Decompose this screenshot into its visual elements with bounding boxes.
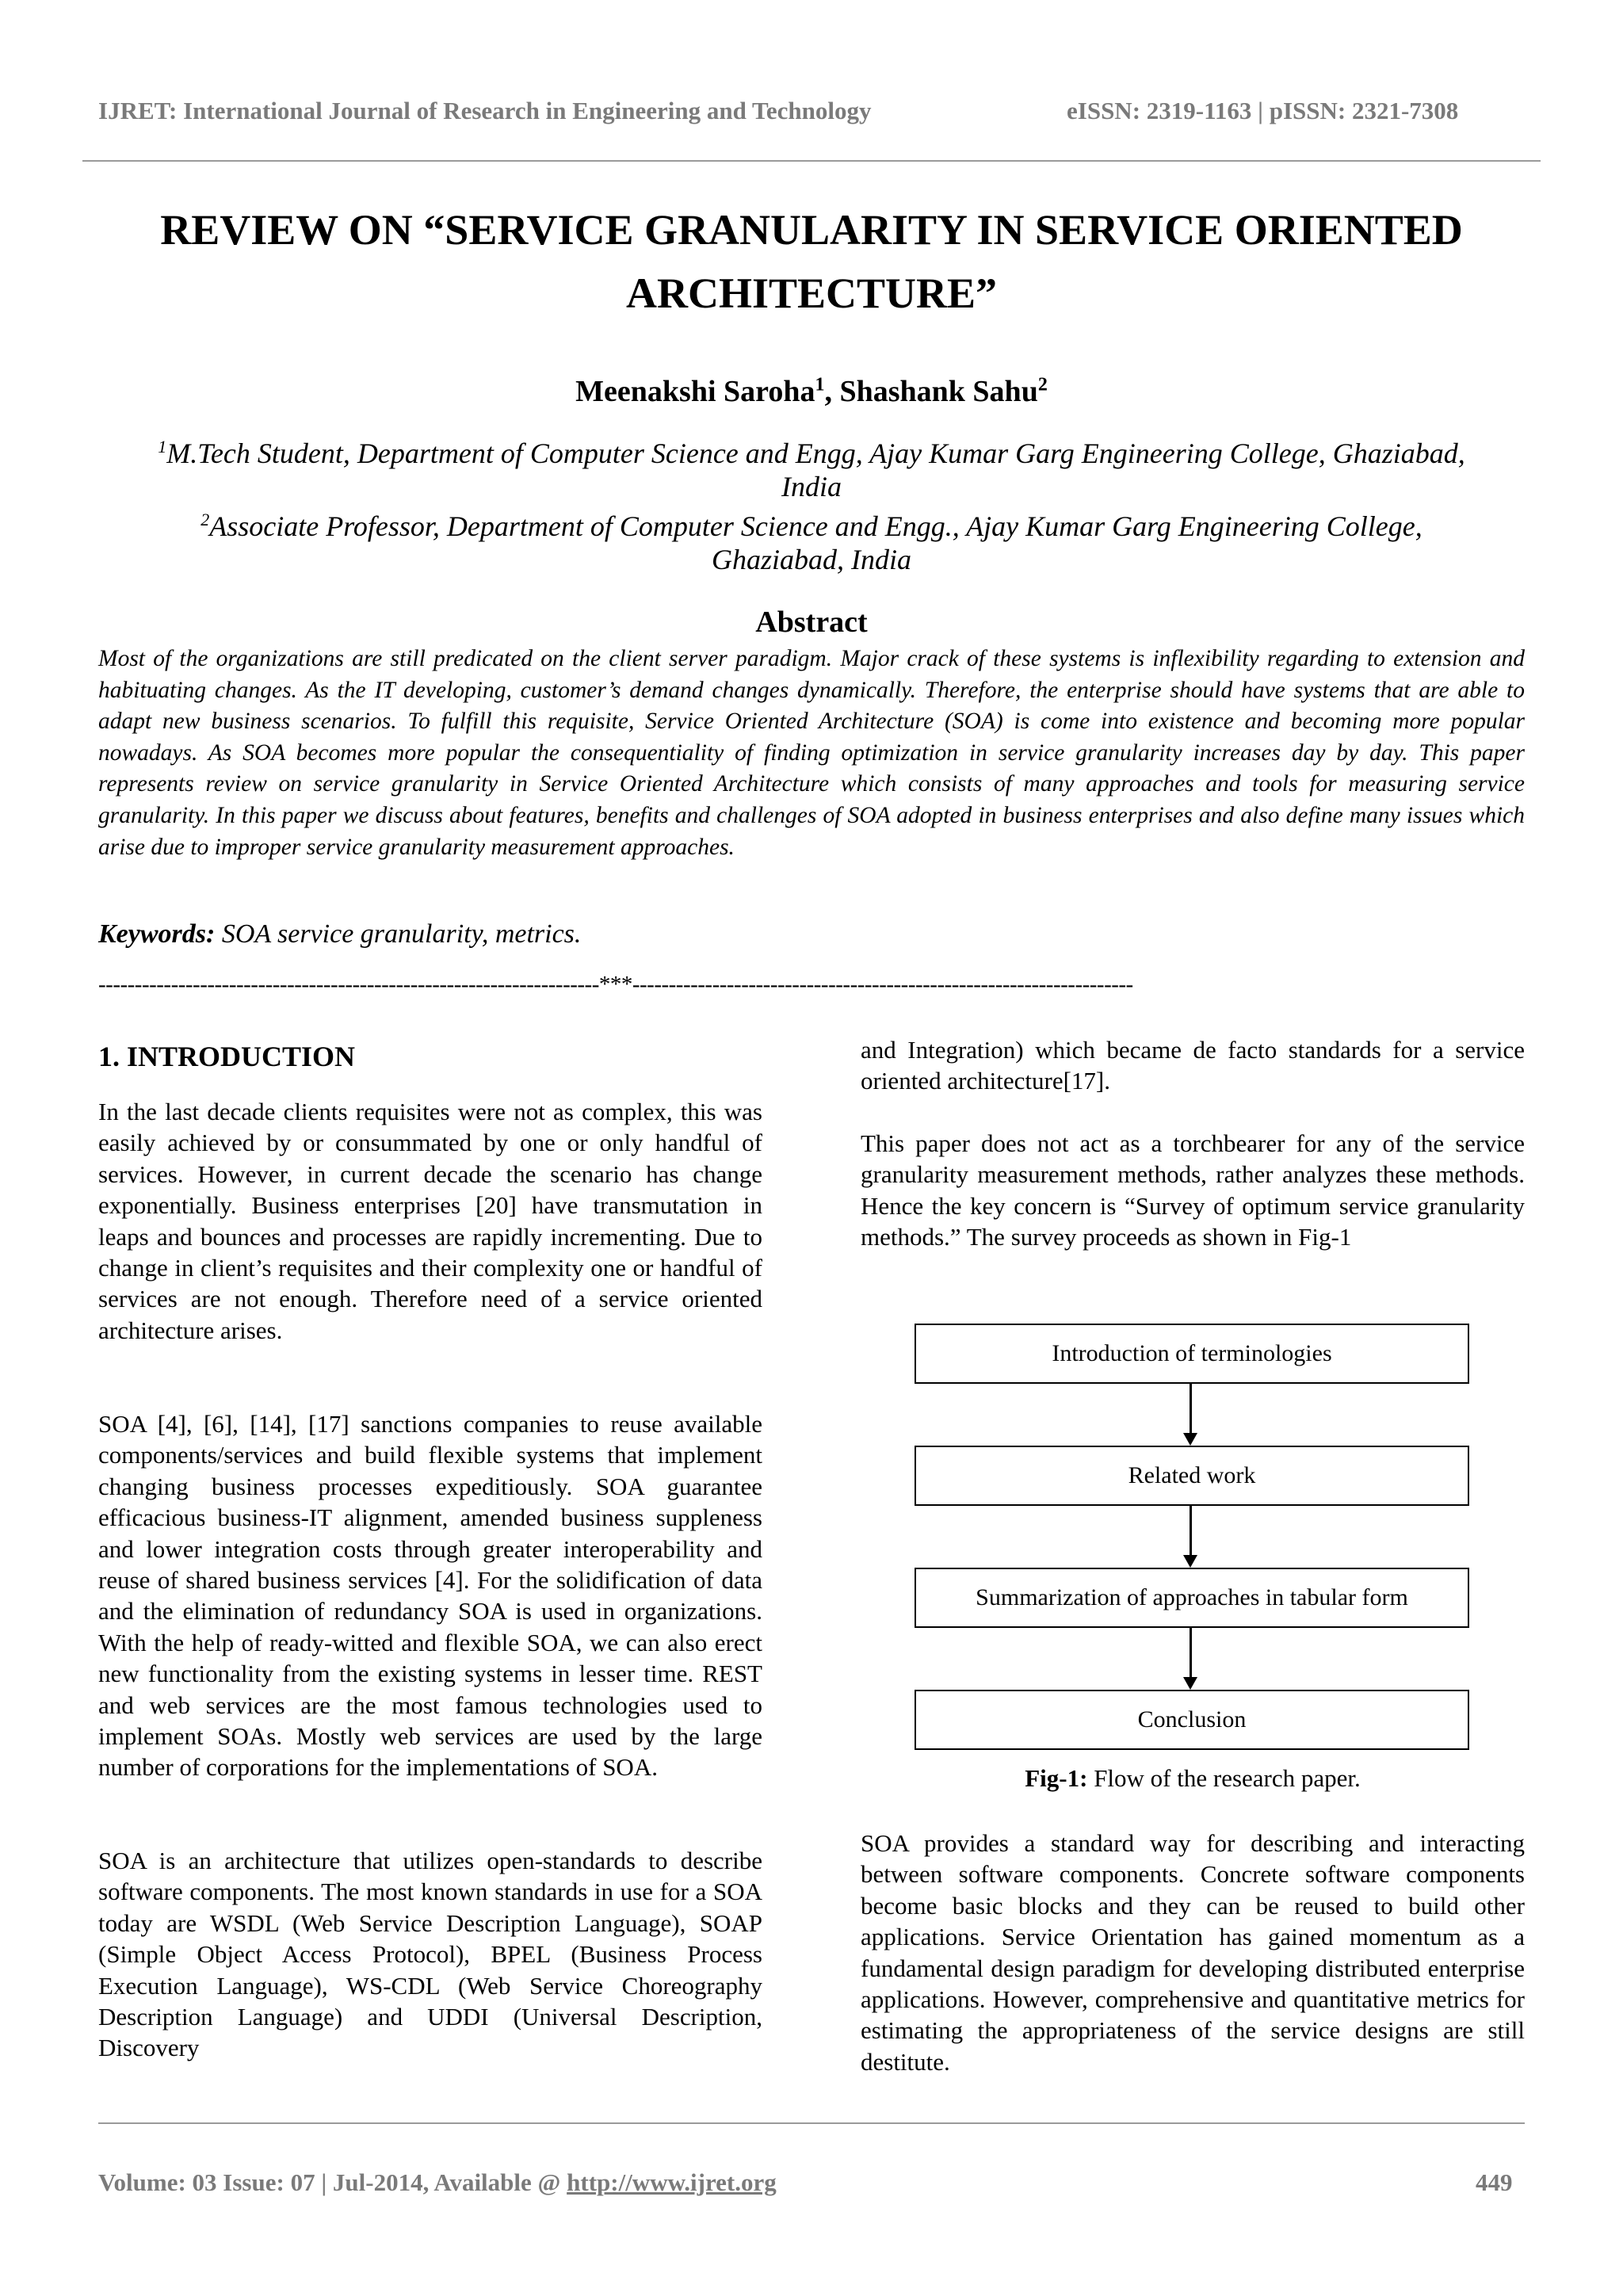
intro-paragraph-1: In the last decade clients requisites were not as complex, this was easily achieved by or consummated by one or only handful of services. However, in current decade the scenario has change exponentially. Business enterprises [20] have transmutation in leaps and bounces and processes are rapidly incrementing. Due to change in client’s requisites and their complexity one or handful of services are not enough. Therefore need of a service oriented architecture arises. [98, 1098, 762, 1344]
footer [98, 2168, 1525, 2197]
footer-rule [98, 2122, 1525, 2124]
author-2: Shashank Sahu [839, 375, 1038, 408]
running-header [98, 97, 1525, 125]
page-number: 449 [1476, 2168, 1513, 2196]
intro-paragraph-5: This paper does not act as a torchbearer for any of the service granularity measurement methods, rather analyzes these methods. Hence the key concern is “Survey of optimum service granularity methods.” The survey proceeds as shown in Fig-1 [861, 1129, 1525, 1251]
author-1-superscript: 1 [815, 374, 825, 395]
keywords-label: Keywords: [98, 919, 216, 949]
affiliation-1-line-2: India [781, 471, 842, 502]
title-line-1: REVIEW ON “SERVICE GRANULARITY IN SERVICE ORIENTED [160, 206, 1463, 254]
affiliation-2-line-1 [82, 503, 1541, 543]
affiliation-1-superscript: 1 [158, 437, 167, 457]
flow-step-conclusion: Conclusion [915, 1690, 1469, 1750]
flow-connector-1 [1190, 1384, 1192, 1433]
affiliation-1-text: M.Tech Student, Department of Computer Science and Engg, Ajay Kumar Garg Engineering College, Ghaziabad, [166, 437, 1465, 469]
arrow-down-icon [1183, 1677, 1197, 1690]
flow-connector-2 [1190, 1506, 1192, 1555]
intro-paragraph-3: SOA is an architecture that utilizes open-standards to describe software components. The most known standards in use for a SOA today are WSDL (Web Service Description Language), SOAP (Simple Object Access Protocol), BPEL (Business Process Execution Language), WS-CDL (Web Service Choreography Description Language) and UDDI (Universal Description, Discovery [98, 1847, 762, 2062]
arrow-down-icon [1183, 1555, 1197, 1568]
intro-paragraph-6: SOA provides a standard way for describing and interacting between software components. Concrete software components become basic blocks and they can be reused to build other applications. Service Orientation has gained momentum as a fundamental design paradigm for developing distributed enterprise applications. However, comprehensive and quantitative metrics for estimating the appropriateness of the service designs are still destitute. [861, 1829, 1525, 2076]
figure-caption-label: Fig-1: [1025, 1764, 1088, 1792]
paper-title [82, 198, 1541, 325]
flow-step-related-work: Related work [915, 1446, 1469, 1506]
author-2-superscript: 2 [1037, 374, 1048, 395]
keywords-text: SOA service granularity, metrics. [215, 919, 582, 949]
journal-website-link[interactable]: http://www.ijret.org [567, 2168, 777, 2196]
affiliation-2-text: Associate Professor, Department of Computer Science and Engg., Ajay Kumar Garg Engineering College, [209, 510, 1423, 542]
figure-caption [861, 1764, 1525, 1793]
author-1: Meenakshi Saroha [575, 375, 815, 408]
header-rule [82, 160, 1541, 162]
author-separator: , [824, 375, 840, 408]
affiliation-1-line-1 [82, 430, 1541, 470]
affiliation-2-line-2: Ghaziabad, India [712, 544, 911, 575]
author-list [82, 374, 1541, 409]
footer-volume-info: Volume: 03 Issue: 07 | Jul-2014, Available @ [98, 2168, 567, 2196]
keywords [98, 919, 1525, 949]
abstract-heading: Abstract [755, 606, 868, 639]
flow-connector-3 [1190, 1628, 1192, 1677]
issn-numbers: eISSN: 2319-1163 | pISSN: 2321-7308 [1067, 97, 1459, 124]
affiliations [82, 430, 1541, 576]
affiliation-2-superscript: 2 [200, 510, 210, 529]
arrow-down-icon [1183, 1433, 1197, 1446]
journal-name: IJRET: International Journal of Research in Engineering and Technology [98, 97, 872, 124]
intro-paragraph-4: and Integration) which became de facto standards for a service oriented architecture[17]. [861, 1036, 1525, 1095]
flow-step-terminologies: Introduction of terminologies [915, 1324, 1469, 1384]
flow-step-summarization: Summarization of approaches in tabular form [915, 1568, 1469, 1628]
title-line-2: ARCHITECTURE” [625, 269, 998, 317]
abstract-text: Most of the organizations are still predicated on the client server paradigm. Major crack of these systems is inflexibility regarding to extension and habituating changes. As the IT developing, customer’s demand changes dynamically. Therefore, the enterprise should have systems that are able to adapt new business scenarios. To fulfill this requisite, Service Oriented Architecture (SOA) is come into existence and becoming more popular nowadays. As SOA becomes more popular the consequentiality of finding optimization in service granularity increases day by day. This paper represents review on service granularity in Service Oriented Architecture which consists of many approaches and tools for measuring service granularity. In this paper we discuss about features, benefits and challenges of SOA adopted in business enterprises and also define many issues which arise due to improper service granularity measurement approaches. [98, 646, 1525, 860]
introduction-heading: 1. INTRODUCTION [98, 1041, 356, 1072]
intro-paragraph-2: SOA [4], [6], [14], [17] sanctions companies to reuse available components/services and build flexible systems that implement changing business processes expeditiously. SOA guarantee efficacious business-IT alignment, amended business suppleness and lower integration costs through greater interoperability and reuse of shared business services [4]. For the solidification of data and the elimination of redundancy SOA is used in organizations. With the help of ready-witted and flexible SOA, we can also erect new functionality from the existing systems in lesser time. REST and web services are the most famous technologies used to implement SOAs. Mostly web services are used by the large number of corporations for the implementations of SOA. [98, 1410, 762, 1782]
figure-caption-text: Flow of the research paper. [1087, 1764, 1361, 1792]
section-separator: ---------------------------------------------------------------------***--------------------------------------------------------------------- [98, 972, 1133, 997]
